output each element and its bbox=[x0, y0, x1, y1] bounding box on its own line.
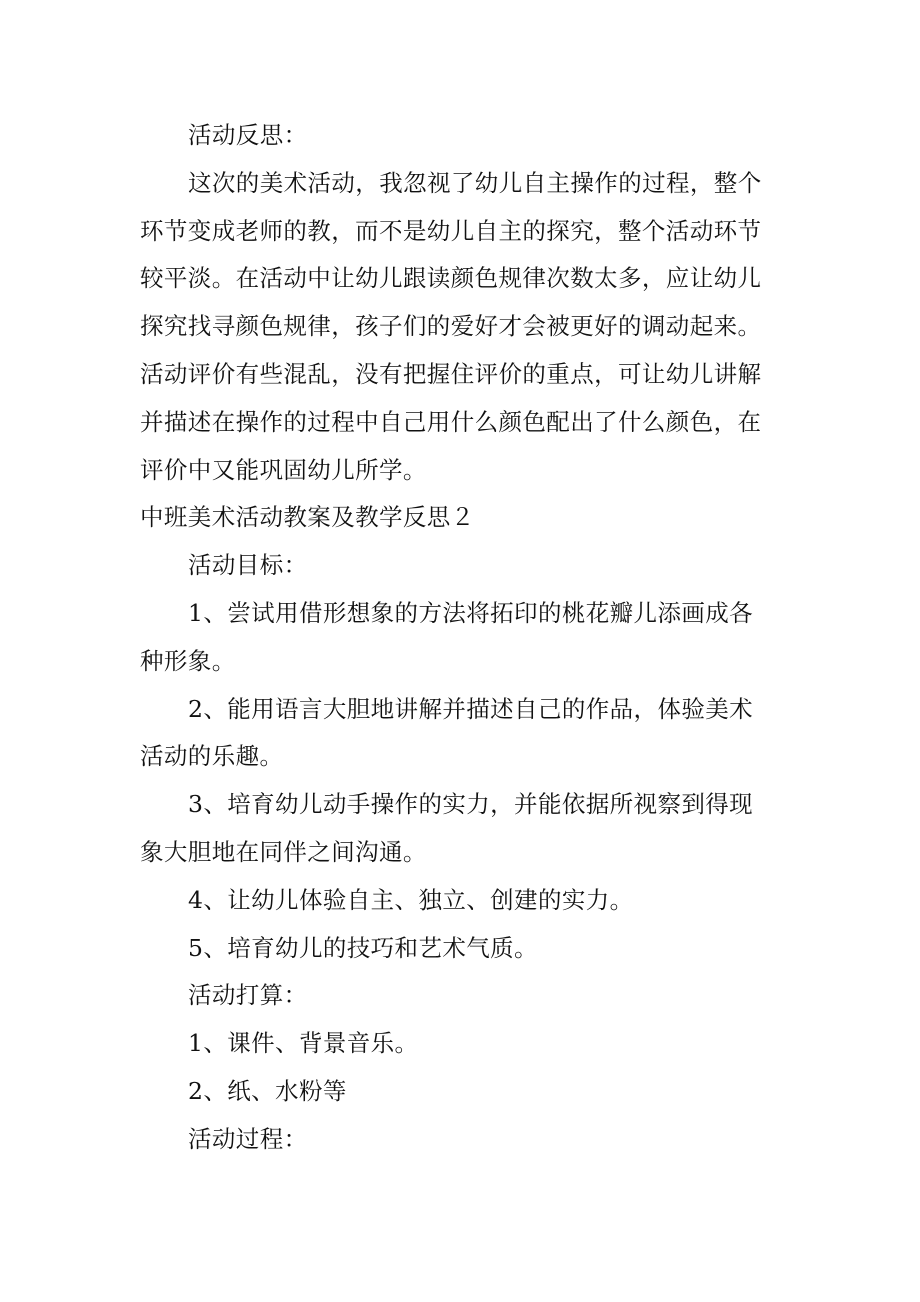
paragraph-line: 这次的美术活动，我忽视了幼儿自主操作的过程，整个 bbox=[188, 168, 762, 197]
reflection-heading: 活动反思： bbox=[188, 121, 308, 149]
goal-item bbox=[140, 686, 800, 782]
goal-item bbox=[140, 925, 800, 973]
paragraph-line: 并描述在操作的过程中自己用什么颜色配出了什么颜色，在 bbox=[140, 407, 762, 436]
goal-line: 5、培育幼儿的技巧和艺术气质。 bbox=[188, 933, 538, 962]
prep-list bbox=[140, 1020, 800, 1116]
goal-line: 4、让幼儿体验自主、独立、创建的实力。 bbox=[188, 885, 634, 914]
paragraph-line: 较平淡。在活动中让幼儿跟读颜色规律次数太多，应让幼儿 bbox=[140, 264, 762, 293]
goal-line: 1、尝试用借形想象的方法将拓印的桃花瓣儿添画成各 bbox=[188, 598, 754, 627]
reflection-paragraph bbox=[140, 160, 800, 495]
goals-list bbox=[140, 590, 800, 972]
goal-item bbox=[140, 781, 800, 877]
prep-heading: 活动打算： bbox=[188, 981, 308, 1010]
goal-line: 2、能用语言大胆地讲解并描述自己的作品，体验美术 bbox=[188, 694, 754, 723]
goal-line: 种形象。 bbox=[140, 646, 236, 675]
goal-item bbox=[140, 590, 800, 686]
process-heading: 活动过程： bbox=[188, 1124, 308, 1153]
goal-item bbox=[140, 877, 800, 925]
section-title: 中班美术活动教案及教学反思２ bbox=[140, 503, 475, 532]
goal-line: 3、培育幼儿动手操作的实力，并能依据所视察到得现 bbox=[188, 790, 754, 819]
goal-line: 象大胆地在同伴之间沟通。 bbox=[140, 837, 427, 866]
goal-line: 活动的乐趣。 bbox=[140, 742, 284, 771]
paragraph-line: 探究找寻颜色规律，孩子们的爱好才会被更好的调动起来。 bbox=[140, 312, 762, 341]
paragraph-line: 评价中又能巩固幼儿所学。 bbox=[140, 455, 427, 484]
document-body bbox=[140, 112, 800, 1164]
paragraph-line: 活动评价有些混乱，没有把握住评价的重点，可让幼儿讲解 bbox=[140, 359, 762, 388]
paragraph-line: 环节变成老师的教，而不是幼儿自主的探究，整个活动环节 bbox=[140, 216, 762, 245]
prep-item: 2、纸、水粉等 bbox=[188, 1076, 347, 1105]
prep-item: 1、课件、背景音乐。 bbox=[188, 1029, 419, 1058]
goals-heading: 活动目标： bbox=[188, 551, 308, 580]
